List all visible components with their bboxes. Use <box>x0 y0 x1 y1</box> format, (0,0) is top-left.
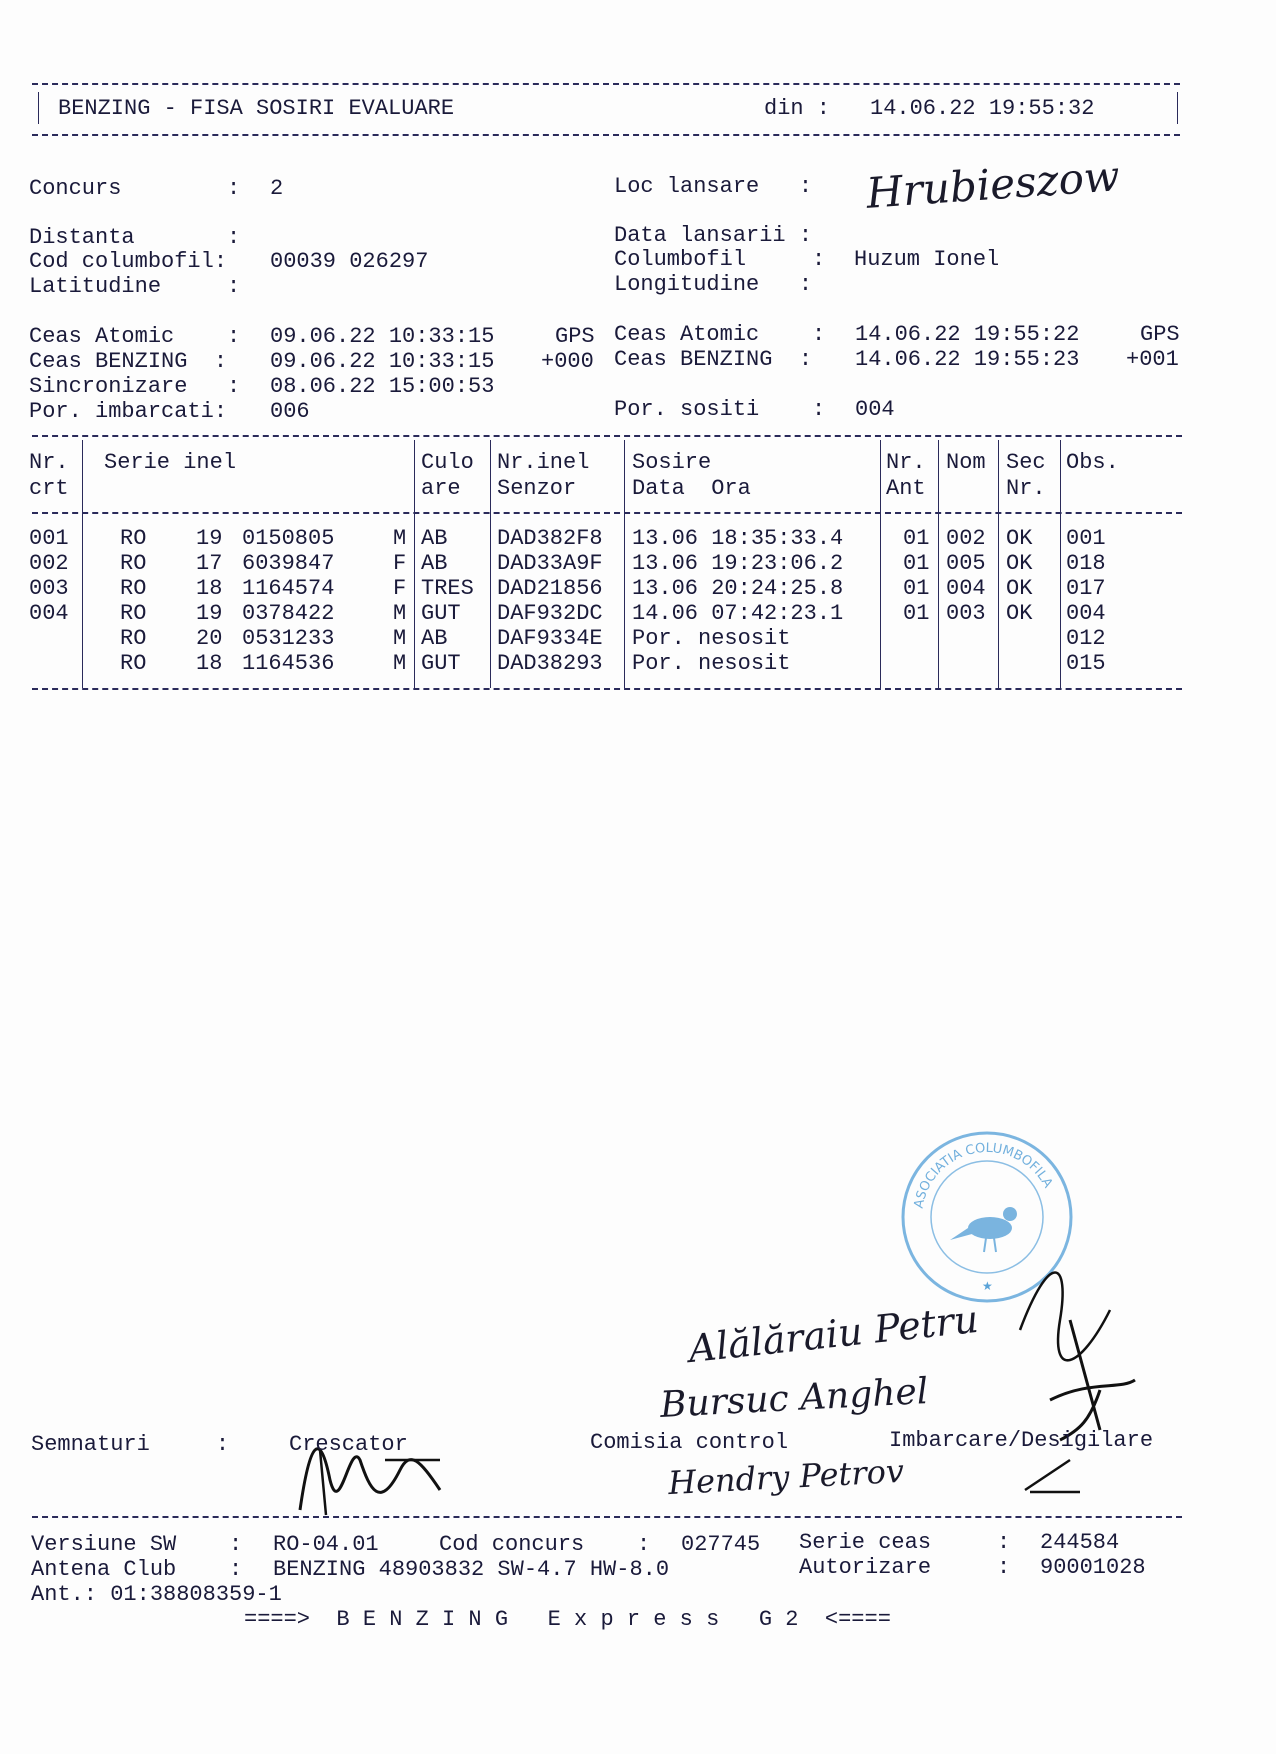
loc-lansare-label: Loc lansare : <box>614 174 813 199</box>
table-header-divider <box>32 512 1182 514</box>
ceas-atomic-start-suffix: GPS <box>555 324 595 349</box>
th-sosire-2: Data Ora <box>632 476 751 501</box>
col-sep-6 <box>938 440 939 688</box>
cell-ant: 01 <box>903 551 930 576</box>
cell-sec: OK <box>1006 526 1033 551</box>
th-nom: Nom <box>946 450 986 475</box>
ceas-atomic-end-label: Ceas Atomic : <box>614 322 826 347</box>
cell-sosire: 13.06 19:23:06.2 <box>632 551 844 576</box>
cell-obs: 012 <box>1066 626 1106 651</box>
serie-ceas-value: 244584 <box>1040 1530 1120 1555</box>
header-left-border <box>38 92 39 124</box>
cell-tara: RO <box>120 576 147 601</box>
cod-columbofil-label: Cod columbofil: <box>29 249 228 274</box>
distanta-label: Distanta : <box>29 225 241 250</box>
cell-an: 19 <box>196 601 223 626</box>
header-right-border <box>1177 92 1178 124</box>
cell-nom: 005 <box>946 551 986 576</box>
th-sec: Sec <box>1006 450 1046 475</box>
cell-sosire: Por. nesosit <box>632 626 791 651</box>
cell-sec: OK <box>1006 551 1033 576</box>
ceas-benzing-start-value: 09.06.22 10:33:15 <box>270 349 495 374</box>
col-sep-1 <box>82 440 83 688</box>
cell-nr: 004 <box>29 601 69 626</box>
cell-obs: 015 <box>1066 651 1106 676</box>
cell-obs: 001 <box>1066 526 1106 551</box>
ceas-benzing-start-suffix: +000 <box>541 349 594 374</box>
longitudine-label: Longitudine : <box>614 272 813 297</box>
cod-concurs-value: 027745 <box>681 1532 761 1557</box>
cell-senzor: DAF9334E <box>497 626 603 651</box>
signature-committee-1: Alălăraiu Petru <box>686 1296 981 1372</box>
crescator-label: Crescator <box>289 1432 408 1457</box>
ceas-atomic-start-value: 09.06.22 10:33:15 <box>270 324 495 349</box>
cell-sec: OK <box>1006 576 1033 601</box>
table-top-border <box>32 435 1182 437</box>
por-sositi-label: Por. sositi : <box>614 397 826 422</box>
antena-value: BENZING 48903832 SW-4.7 HW-8.0 <box>273 1557 670 1582</box>
footer-top-border <box>32 1516 1182 1518</box>
ceas-benzing-end-label: Ceas BENZING : <box>614 347 813 372</box>
th-sec-2: Nr. <box>1006 476 1046 501</box>
cell-culoare: AB <box>421 526 448 551</box>
col-sep-7 <box>998 440 999 688</box>
cell-sex: M <box>393 601 407 626</box>
th-culo: Culo <box>421 450 474 475</box>
th-obs: Obs. <box>1066 450 1119 475</box>
din-label: din : <box>764 96 831 121</box>
th-nrinel-2: Senzor <box>497 476 577 501</box>
comisia-control-label: Comisia control <box>590 1430 789 1455</box>
cell-obs: 018 <box>1066 551 1106 576</box>
header-bottom-border <box>32 134 1180 136</box>
th-nr-2: crt <box>29 476 69 501</box>
cell-sec: OK <box>1006 601 1033 626</box>
cell-inel: 0150805 <box>242 526 335 551</box>
cell-nom: 003 <box>946 601 986 626</box>
signature-committee-2: Bursuc Anghel <box>659 1371 930 1426</box>
cell-an: 20 <box>196 626 223 651</box>
cell-culoare: AB <box>421 551 448 576</box>
cell-culoare: GUT <box>421 651 461 676</box>
cell-inel: 6039847 <box>242 551 335 576</box>
cell-tara: RO <box>120 626 147 651</box>
cell-an: 18 <box>196 576 223 601</box>
col-sep-2 <box>414 440 415 688</box>
cell-inel: 0531233 <box>242 626 335 651</box>
cell-senzor: DAD382F8 <box>497 526 603 551</box>
cell-sex: M <box>393 651 407 676</box>
col-sep-3 <box>490 440 491 688</box>
sincronizare-label: Sincronizare : <box>29 374 241 399</box>
cell-tara: RO <box>120 551 147 576</box>
loc-lansare-handwritten: Hrubieszow <box>864 151 1122 218</box>
cell-senzor: DAD21856 <box>497 576 603 601</box>
cell-tara: RO <box>120 651 147 676</box>
col-sep-5 <box>880 440 881 688</box>
cod-columbofil-value: 00039 026297 <box>270 249 429 274</box>
ceas-benzing-end-suffix: +001 <box>1126 347 1179 372</box>
svg-text:★: ★ <box>982 1279 993 1293</box>
cell-culoare: AB <box>421 626 448 651</box>
cell-sex: M <box>393 526 407 551</box>
por-sositi-value: 004 <box>855 397 895 422</box>
antenna-id: Ant.: 01:38808359-1 <box>31 1582 282 1607</box>
cell-culoare: TRES <box>421 576 474 601</box>
versiune-label: Versiune SW : <box>31 1532 243 1557</box>
semnaturi-label: Semnaturi : <box>31 1432 230 1457</box>
versiune-value: RO-04.01 <box>273 1532 379 1557</box>
stamp-text: ASOCIATIA COLUMBOFILA <box>911 1140 1056 1210</box>
cell-obs: 017 <box>1066 576 1106 601</box>
signature-committee-3: Hendry Petrov <box>667 1451 905 1503</box>
cell-sex: F <box>393 551 407 576</box>
report-datetime: 14.06.22 19:55:32 <box>870 96 1095 121</box>
serie-ceas-label: Serie ceas : <box>799 1530 1011 1555</box>
columbofil-value: Huzum Ionel <box>854 247 1000 272</box>
th-ant-2: Ant <box>886 476 926 501</box>
cell-inel: 1164574 <box>242 576 335 601</box>
cell-sosire: 14.06 07:42:23.1 <box>632 601 844 626</box>
ceas-atomic-end-suffix: GPS <box>1140 322 1180 347</box>
ceas-atomic-end-value: 14.06.22 19:55:22 <box>855 322 1080 347</box>
cell-ant: 01 <box>903 601 930 626</box>
ceas-benzing-end-value: 14.06.22 19:55:23 <box>855 347 1080 372</box>
col-sep-8 <box>1060 440 1061 688</box>
cod-concurs-label: Cod concurs : <box>439 1532 651 1557</box>
autorizare-value: 90001028 <box>1040 1555 1146 1580</box>
th-nrinel: Nr.inel <box>497 450 590 475</box>
autorizare-label: Autorizare : <box>799 1555 1011 1580</box>
data-lansarii-label: Data lansarii : <box>614 223 813 248</box>
cell-tara: RO <box>120 526 147 551</box>
ceas-benzing-start-label: Ceas BENZING : <box>29 349 228 374</box>
columbofil-label: Columbofil : <box>614 247 826 272</box>
por-imbarcati-label: Por. imbarcati: <box>29 399 228 424</box>
table-bottom-border <box>32 688 1182 690</box>
cell-senzor: DAD33A9F <box>497 551 603 576</box>
th-serie: Serie inel <box>104 450 237 475</box>
cell-sex: F <box>393 576 407 601</box>
cell-tara: RO <box>120 601 147 626</box>
cell-ant: 01 <box>903 526 930 551</box>
cell-inel: 1164536 <box>242 651 335 676</box>
latitudine-label: Latitudine : <box>29 274 241 299</box>
pigeon-icon <box>950 1207 1017 1252</box>
por-imbarcati-value: 006 <box>270 399 310 424</box>
signature-scribble-right <box>1010 1230 1140 1510</box>
concurs-label: Concurs : <box>29 176 241 201</box>
cell-nr: 002 <box>29 551 69 576</box>
cell-an: 19 <box>196 526 223 551</box>
cell-inel: 0378422 <box>242 601 335 626</box>
cell-sosire: Por. nesosit <box>632 651 791 676</box>
cell-senzor: DAF932DC <box>497 601 603 626</box>
concurs-value: 2 <box>270 176 284 201</box>
th-ant: Nr. <box>886 450 926 475</box>
cell-nom: 004 <box>946 576 986 601</box>
cell-culoare: GUT <box>421 601 461 626</box>
th-culo-2: are <box>421 476 461 501</box>
cell-an: 17 <box>196 551 223 576</box>
antena-label: Antena Club : <box>31 1557 243 1582</box>
ceas-atomic-start-label: Ceas Atomic : <box>29 324 241 349</box>
cell-senzor: DAD38293 <box>497 651 603 676</box>
cell-ant: 01 <box>903 576 930 601</box>
cell-sex: M <box>393 626 407 651</box>
th-nr: Nr. <box>29 450 69 475</box>
benzing-express-brand: ====> B E N Z I N G E x p r e s s G 2 <==== <box>244 1607 891 1632</box>
th-sosire: Sosire <box>632 450 712 475</box>
cell-sosire: 13.06 18:35:33.4 <box>632 526 844 551</box>
report-title: BENZING - FISA SOSIRI EVALUARE <box>58 96 455 121</box>
cell-obs: 004 <box>1066 601 1106 626</box>
col-sep-4 <box>624 440 625 688</box>
imbarcare-desigilare-label: Imbarcare/Desigilare <box>889 1428 1154 1453</box>
cell-nr: 001 <box>29 526 69 551</box>
cell-an: 18 <box>196 651 223 676</box>
header-top-border <box>32 83 1180 85</box>
sincronizare-value: 08.06.22 15:00:53 <box>270 374 495 399</box>
cell-sosire: 13.06 20:24:25.8 <box>632 576 844 601</box>
cell-nom: 002 <box>946 526 986 551</box>
cell-nr: 003 <box>29 576 69 601</box>
